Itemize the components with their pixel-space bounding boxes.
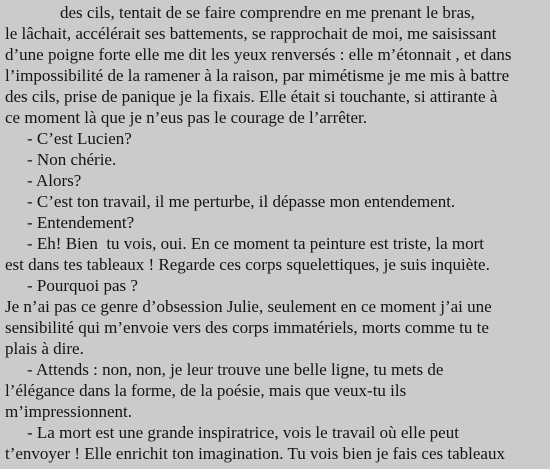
text-line-19: l’élégance dans la forme, de la poésie, mais que veux-tu ils <box>5 381 407 400</box>
dialogue-line-8: - Non chérie. <box>27 150 117 169</box>
text-line-2: le lâchait, accélérait ses battements, se rapprochait de moi, me saisissant <box>5 24 497 43</box>
text-line-5: des cils, prise de panique je la fixais. Elle était si touchante, si attirante à <box>5 87 498 106</box>
dialogue-line-11: - Entendement? <box>27 213 135 232</box>
dialogue-line-21: - La mort est une grande inspiratrice, vois le travail où elle peut <box>27 423 459 442</box>
text-line-3: d’une poigne forte elle me dit les yeux renversés : elle m’étonnait , et dans <box>5 45 512 64</box>
dialogue-line-10: - C’est ton travail, il me perturbe, il dépasse mon entendement. <box>27 192 456 211</box>
text-line-20: m’impressionnent. <box>5 402 133 421</box>
text-line-16: sensibilité qui m’envoie vers des corps immatériels, morts comme tu te <box>5 318 489 337</box>
text-line-1: des cils, tentait de se faire comprendre en me prenant le bras, <box>60 3 475 22</box>
text-line-22: t’envoyer ! Elle enrichit ton imagination. Tu vois bien je fais ces tableaux <box>5 444 505 463</box>
text-line-6: ce moment là que je n’eus pas le courage de l’arrêter. <box>5 108 368 127</box>
text-line-17: plais à dire. <box>5 339 84 358</box>
dialogue-line-7: - C’est Lucien? <box>27 129 132 148</box>
dialogue-line-14: - Pourquoi pas ? <box>27 276 138 295</box>
dialogue-line-9: - Alors? <box>27 171 82 190</box>
text-line-13: est dans tes tableaux ! Regarde ces corps squelettiques, je suis inquiète. <box>5 255 490 274</box>
dialogue-line-12: - Eh! Bien tu vois, oui. En ce moment ta peinture est triste, la mort <box>27 234 485 253</box>
dialogue-line-18: - Attends : non, non, je leur trouve une belle ligne, tu mets de <box>27 360 444 379</box>
text-line-15: Je n’ai pas ce genre d’obsession Julie, seulement en ce moment j’ai une <box>5 297 492 316</box>
text-line-4: l’impossibilité de la ramener à la raison, par mimétisme je me mis à battre <box>5 66 510 85</box>
